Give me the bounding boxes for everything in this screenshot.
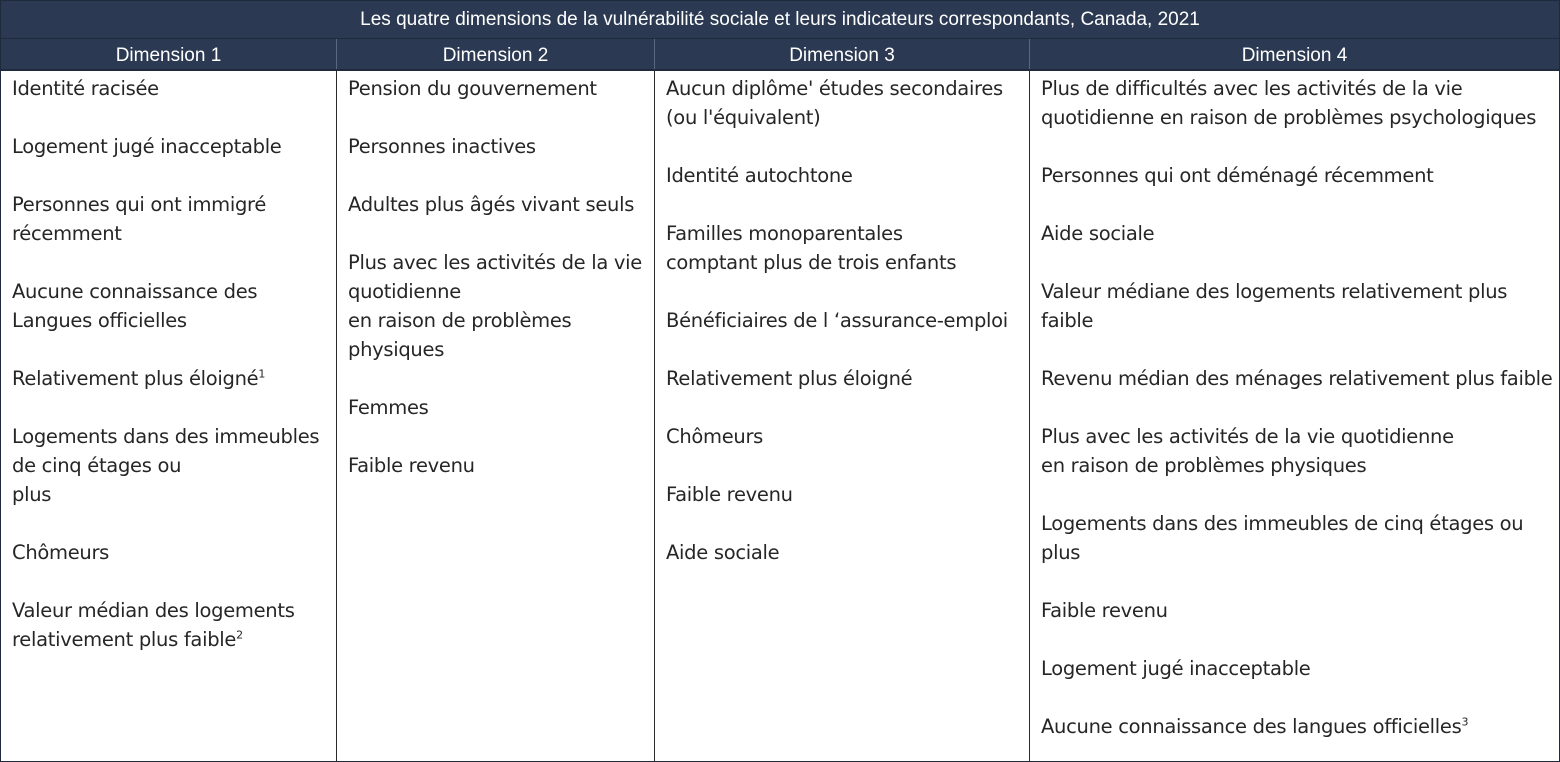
indicator-text: Faible revenu: [666, 483, 793, 506]
indicator-text: Aucune connaissance des langues officielles: [1041, 715, 1462, 738]
indicator-text: Aide sociale: [1041, 222, 1155, 245]
indicator-item: [1041, 712, 1555, 741]
column-header-dimension-3: Dimension 3: [655, 39, 1030, 69]
indicator-text: Chômeurs: [666, 425, 764, 448]
column-header-dimension-2: Dimension 2: [337, 39, 655, 69]
indicator-item: [1041, 509, 1555, 567]
indicator-text: Adultes plus âgés vivant seuls: [348, 193, 635, 216]
column-header-dimension-4: Dimension 4: [1241, 45, 1348, 66]
indicator-text: Logements dans des immeubles de cinq étages ou plus: [1041, 512, 1524, 564]
indicator-text: Identité autochtone: [666, 164, 853, 187]
table-title: Les quatre dimensions de la vulnérabilité sociale et leurs indicateurs correspondants, Canada, 2021: [1, 1, 1559, 39]
indicator-text: Chômeurs: [12, 541, 110, 564]
indicator-text: Familles monoparentales comptant plus de trois enfants: [666, 222, 957, 274]
indicator-item: [1041, 422, 1555, 480]
indicator-item: [12, 277, 328, 335]
indicator-item: [666, 219, 1021, 277]
indicator-text: Femmes: [348, 396, 429, 419]
indicator-text: Personnes qui ont immigré récemment: [12, 193, 267, 245]
indicator-item: [12, 422, 328, 509]
footnote-marker: 3: [1461, 715, 1469, 729]
indicator-item: [666, 74, 1021, 132]
indicator-text: Bénéficiaires de l ‘assurance-emploi: [666, 309, 1008, 332]
indicator-item: [666, 480, 1021, 509]
indicator-item: [1041, 219, 1555, 248]
indicator-text: Relativement plus éloigné: [666, 367, 913, 390]
indicator-text: Relativement plus éloigné: [12, 367, 259, 390]
indicator-item: [1041, 364, 1555, 393]
body-row: [1, 71, 1559, 761]
indicator-item: [12, 538, 328, 567]
indicator-item: [666, 306, 1021, 335]
indicator-text: Valeur médiane des logements relativement plus faible: [1041, 280, 1508, 332]
indicator-item: [12, 74, 328, 103]
indicator-item: [12, 132, 328, 161]
indicator-item: [12, 364, 328, 393]
indicator-item: [1041, 277, 1555, 335]
footnote-marker: 2: [236, 628, 243, 642]
indicator-text: Revenu médian des ménages relativement plus faible: [1041, 367, 1553, 390]
column-dimension-3: [655, 71, 1030, 761]
indicator-text: Plus avec les activités de la vie quotidienne en raison de problèmes physiques: [1041, 425, 1454, 477]
indicator-item: [348, 393, 646, 422]
indicator-text: Faible revenu: [348, 454, 475, 477]
indicator-text: Plus avec les activités de la vie quotidienne en raison de problèmes physiques: [348, 251, 642, 361]
indicator-text: Pension du gouvernement: [348, 77, 597, 100]
indicator-text: Logement jugé inacceptable: [12, 135, 282, 158]
indicator-text: Identité racisée: [12, 77, 159, 100]
indicator-item: [348, 74, 646, 103]
indicator-text: Faible revenu: [1041, 599, 1168, 622]
indicator-item: [348, 132, 646, 161]
column-dimension-1: [1, 71, 337, 761]
indicator-item: [348, 451, 646, 480]
indicator-item: [348, 248, 646, 364]
indicator-text: Aucun diplôme' études secondaires (ou l'équivalent): [666, 77, 1003, 129]
indicator-item: [1041, 74, 1555, 132]
indicator-item: [348, 190, 646, 219]
header-row: [1, 39, 1559, 71]
column-dimension-4: [1030, 71, 1559, 761]
column-dimension-2: [337, 71, 655, 761]
indicator-item: [1041, 654, 1555, 683]
indicator-text: Plus de difficultés avec les activités de la vie quotidienne en raison de problèmes psychologiques: [1041, 77, 1537, 129]
indicator-text: Personnes qui ont déménagé récemment: [1041, 164, 1434, 187]
indicator-text: Logement jugé inacceptable: [1041, 657, 1311, 680]
indicator-item: [1041, 596, 1555, 625]
indicator-item: [666, 422, 1021, 451]
indicator-text: Personnes inactives: [348, 135, 536, 158]
indicator-item: [666, 364, 1021, 393]
indicator-text: Aucune connaissance des Langues officielles: [12, 280, 258, 332]
indicator-item: [666, 538, 1021, 567]
indicator-item: [12, 190, 328, 248]
indicator-text: Aide sociale: [666, 541, 780, 564]
indicator-text: Valeur médian des logements relativement plus faible: [12, 599, 295, 651]
indicator-text: Logements dans des immeubles de cinq étages ou plus: [12, 425, 320, 506]
column-header-dimension-1: Dimension 1: [1, 39, 337, 69]
indicator-item: [12, 596, 328, 654]
footnote-marker: 1: [258, 367, 266, 381]
indicator-item: [666, 161, 1021, 190]
indicator-item: [1041, 161, 1555, 190]
